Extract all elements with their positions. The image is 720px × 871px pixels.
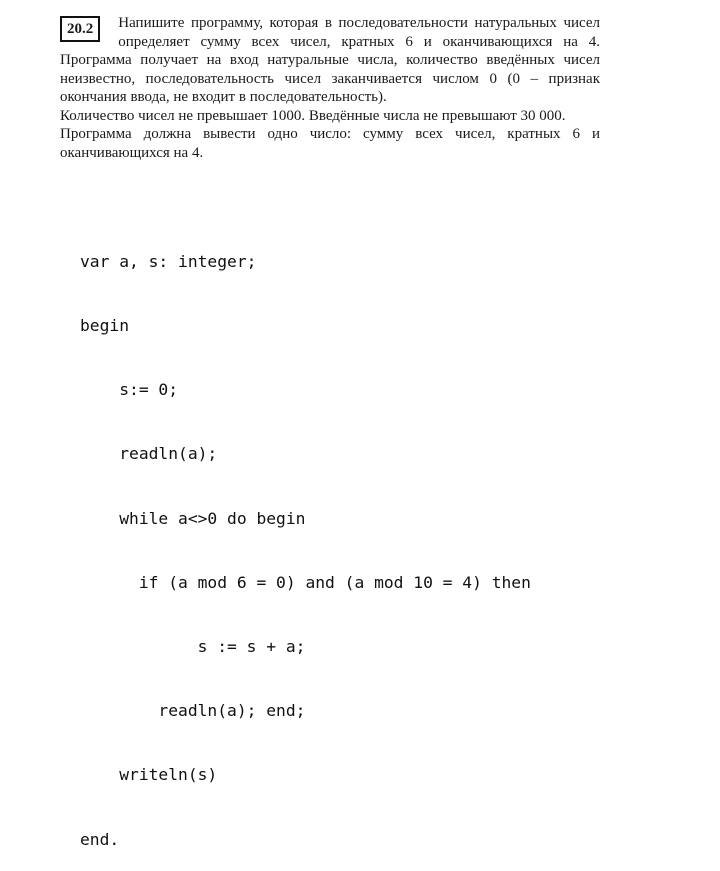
- code-line-10: end.: [80, 829, 120, 849]
- code-line-6: if (a mod 6 = 0) and (a mod 10 = 4) then: [80, 572, 531, 592]
- code-line-9: writeln(s): [80, 765, 218, 785]
- task-paragraph-2: Количество чисел не превышает 1000. Введённые числа не превышают 30 000.: [60, 107, 566, 124]
- code-line-2: begin: [80, 316, 130, 336]
- code-line-1: var a, s: integer;: [80, 251, 257, 271]
- task-number-box: 20.2: [60, 16, 100, 42]
- task-statement: [60, 14, 600, 162]
- code-line-8: readln(a); end;: [80, 701, 306, 721]
- code-line-7: s := s + a;: [80, 637, 306, 657]
- task-paragraph-3: Программа должна вывести одно число: сумму всех чисел, кратных 6 и оканчивающихся на 4.: [60, 126, 600, 161]
- code-line-5: while a<>0 do begin: [80, 508, 306, 528]
- task-paragraph-1: Напишите программу, которая в последовательности натуральных чисел определяет сумму всех чисел, кратных 6 и оканчивающихся на 4. Программа получает на вход натуральные числа, количество введённых чисел неизвестно, последовательность чисел заканчивается числом 0 (0 – признак окончания ввода, не входит в последовательность).: [60, 15, 600, 105]
- code-line-4: readln(a);: [80, 444, 218, 464]
- code-line-3: s:= 0;: [80, 380, 179, 400]
